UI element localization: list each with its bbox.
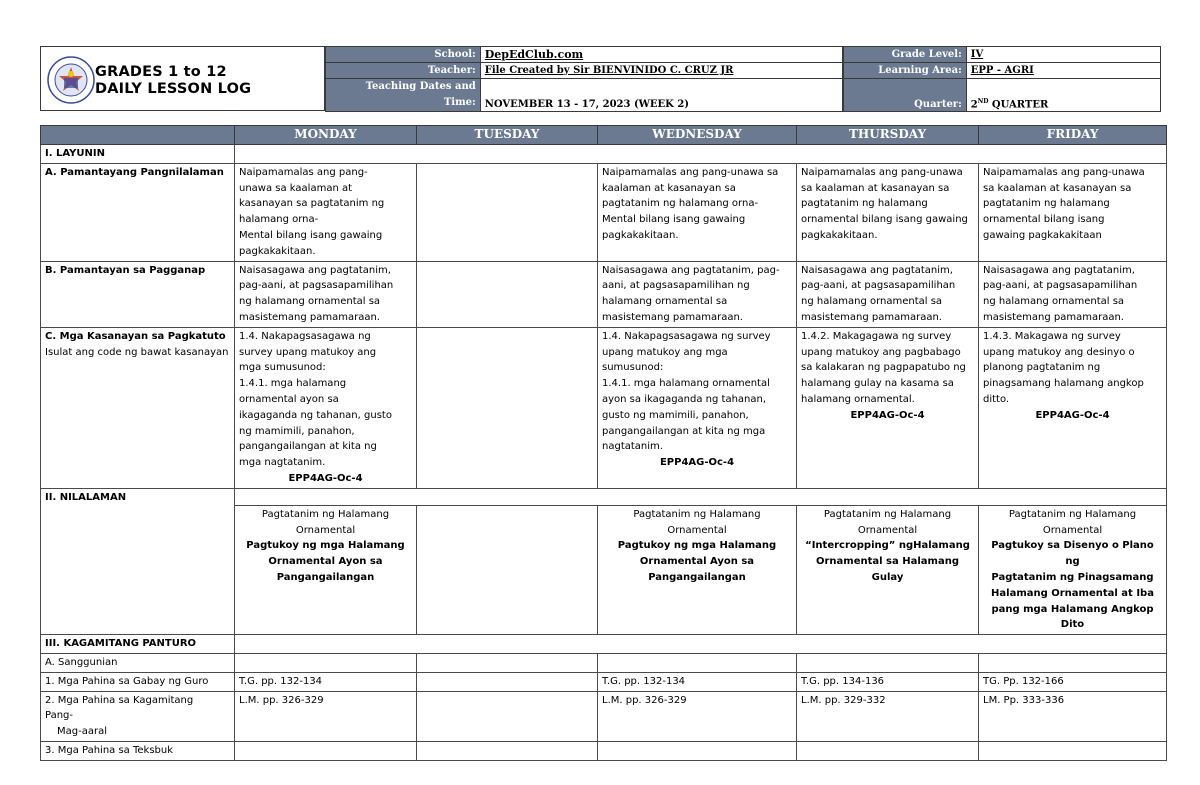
row-sanggunian xyxy=(41,653,1167,672)
quarter-value xyxy=(966,79,1160,112)
nilalaman-monday xyxy=(235,505,417,634)
nilalaman-thursday-title: “Intercropping” ngHalamang Ornamental sa Halamang Gulay xyxy=(805,540,970,583)
label-gabay-ng-guro: 1. Mga Pahina sa Gabay ng Guro xyxy=(41,672,235,691)
nilalaman-wednesday xyxy=(598,505,797,634)
gabay-thursday: T.G. pp. 134-136 xyxy=(797,672,979,691)
info-right-table xyxy=(843,46,1161,112)
learning-area-value: EPP - AGRI xyxy=(966,63,1160,79)
nilalaman-thursday xyxy=(797,505,979,634)
c-friday-code: EPP4AG-Oc-4 xyxy=(1035,409,1110,421)
sanggunian-wednesday xyxy=(598,653,797,672)
kagamitan-blank xyxy=(235,635,1167,654)
kagamitang-label-line-3: Mag-aaral xyxy=(57,726,107,738)
row-teksbuk xyxy=(41,741,1167,760)
nilalaman-thursday-topic: Pagtatanim ng Halamang Ornamental xyxy=(823,508,952,536)
b-wednesday: Naisasagawa ang pagtatanim, pag- aani, at pagsasapamilihan ng halamang ornamental sa masistemang pamamaraan. xyxy=(598,261,797,327)
day-header-blank xyxy=(41,126,235,145)
teacher-name: File Created by Sir BIENVINIDO C. CRUZ JR xyxy=(484,65,734,76)
day-wednesday: WEDNESDAY xyxy=(598,126,797,145)
row-kagamitang-pang-mag-aaral xyxy=(41,691,1167,741)
dates-value: NOVEMBER 13 - 17, 2023 (WEEK 2) xyxy=(480,79,842,112)
nilalaman-wednesday-topic: Pagtatanim ng Halamang Ornamental xyxy=(633,508,761,536)
teksbuk-tuesday xyxy=(417,741,598,760)
sanggunian-tuesday xyxy=(417,653,598,672)
kagamitan-thursday: L.M. pp. 329-332 xyxy=(797,691,979,741)
a-thursday: Naipamamalas ang pang-unawa sa kaalaman at kasanayan sa pagtatanim ng halamang ornamental bilang isang gawaing pagkakakitaan. xyxy=(797,163,979,261)
title-line-2: DAILY LESSON LOG xyxy=(95,81,252,97)
c-wednesday-code: EPP4AG-Oc-4 xyxy=(659,457,735,469)
title-box xyxy=(40,46,325,111)
row-kagamitang-panturo xyxy=(41,635,1167,654)
quarter-number: 2 xyxy=(970,99,978,110)
gabay-wednesday: T.G. pp. 132-134 xyxy=(598,672,797,691)
kagamitan-wednesday: L.M. pp. 326-329 xyxy=(598,691,797,741)
nilalaman-monday-title: Pagtukoy ng mga Halamang Ornamental Ayon sa Pangangailangan xyxy=(246,540,405,583)
b-thursday: Naisasagawa ang pagtatanim, pag-aani, at pagsasapamilihan ng halamang ornamental sa masistemang pamamaraan. xyxy=(797,261,979,327)
a-wednesday: Naipamamalas ang pang-unawa sa kaalaman at kasanayan sa pagtatanim ng halamang orna- Mental bilang isang gawaing pagkakakitaan. xyxy=(598,163,797,261)
section-layunin: I. LAYUNIN xyxy=(41,145,235,164)
a-monday: Naipamamalas ang pang- unawa sa kaalaman at kasanayan sa pagtatanim ng halamang orna- Mental bilang isang gawaing pagkakakitaan. xyxy=(235,163,417,261)
c-thursday xyxy=(797,327,979,488)
kagamitan-friday: LM. Pp. 333-336 xyxy=(979,691,1167,741)
grade-level-label: Grade Level: xyxy=(844,47,967,63)
kagamitang-label-line-1: 2. Mga Pahina sa Kagamitang xyxy=(45,694,194,706)
nilalaman-friday-topic: Pagtatanim ng Halamang Ornamental xyxy=(1008,508,1137,536)
label-pamantayang-pangnilalaman: A. Pamantayang Pangnilalaman xyxy=(41,163,235,261)
quarter-word: QUARTER xyxy=(991,99,1049,110)
learning-area-label: Learning Area: xyxy=(844,63,967,79)
day-tuesday: TUESDAY xyxy=(417,126,598,145)
nilalaman-friday-title: Pagtukoy sa Disenyo o Plano ng Pagtatanim ng Pinagsamang Halamang Ornamental at Iba pang mga Halamang Angkop Dito xyxy=(991,540,1154,631)
teksbuk-friday xyxy=(979,741,1167,760)
c-thursday-code: EPP4AG-Oc-4 xyxy=(850,409,925,421)
teacher-value xyxy=(480,63,842,79)
quarter-suffix: ND xyxy=(977,97,989,105)
day-header-row xyxy=(41,126,1167,145)
c-wednesday xyxy=(598,327,797,488)
title-line-1: GRADES 1 to 12 xyxy=(95,64,227,80)
nilalaman-tuesday xyxy=(417,505,598,634)
a-friday: Naipamamalas ang pang-unawa sa kaalaman at kasanayan sa pagtatanim ng halamang ornamental bilang isang gawaing pagkakakitaan xyxy=(979,163,1167,261)
dates-label-line-1: Teaching Dates and xyxy=(365,81,476,92)
gabay-monday: T.G. pp. 132-134 xyxy=(235,672,417,691)
kasanayan-title: C. Mga Kasanayan sa Pagkatuto xyxy=(45,330,226,342)
page-title xyxy=(95,64,251,98)
section-kagamitang-panturo: III. KAGAMITANG PANTURO xyxy=(41,635,235,654)
deped-seal-icon xyxy=(47,56,95,104)
teksbuk-monday xyxy=(235,741,417,760)
c-monday-text: 1.4. Nakapagsasagawa ng survey upang matukoy ang mga sumusunod: 1.4.1. mga halamang ornamental ayon sa ikagaganda ng tahanan, gusto ng mamimili, panahon, pangangailangan at kita ng mga nagtatanim. xyxy=(239,330,392,469)
dates-label-line-2: Time: xyxy=(443,97,476,108)
label-sanggunian: A. Sanggunian xyxy=(41,653,235,672)
label-mga-kasanayan xyxy=(41,327,235,488)
c-tuesday xyxy=(417,327,598,488)
info-left-table xyxy=(325,46,843,112)
lesson-log-table xyxy=(40,125,1167,761)
gabay-tuesday xyxy=(417,672,598,691)
kasanayan-subtitle: Isulat ang code ng bawat kasanayan xyxy=(45,346,229,358)
sanggunian-thursday xyxy=(797,653,979,672)
label-kagamitang-pang-mag-aaral xyxy=(41,691,235,741)
label-teksbuk: 3. Mga Pahina sa Teksbuk xyxy=(41,741,235,760)
kagamitan-monday: L.M. pp. 326-329 xyxy=(235,691,417,741)
label-pamantayan-sa-pagganap: B. Pamantayan sa Pagganap xyxy=(41,261,235,327)
sanggunian-monday xyxy=(235,653,417,672)
b-monday: Naisasagawa ang pagtatanim, pag-aani, at pagsasapamilihan ng halamang ornamental sa masistemang pamamaraan. xyxy=(235,261,417,327)
c-thursday-text: 1.4.2. Makagagawa ng survey upang matukoy ang pagbabago sa kalakaran ng pagpapatubo ng halamang gulay na kasama sa halamang ornamental. xyxy=(801,330,966,405)
teksbuk-thursday xyxy=(797,741,979,760)
layunin-blank xyxy=(235,145,1167,164)
kagamitan-tuesday xyxy=(417,691,598,741)
row-mga-kasanayan xyxy=(41,327,1167,488)
quarter-label: Quarter: xyxy=(844,79,967,112)
c-wednesday-text: 1.4. Nakapagsasagawa ng survey upang matukoy ang mga sumusunod: 1.4.1. mga halamang ornamental ayon sa ikagaganda ng tahanan, gusto ng mamimili, panahon, pangangailangan at kita ng mga nagtatanim. xyxy=(602,330,771,453)
nilalaman-wednesday-title: Pagtukoy ng mga Halamang Ornamental Ayon sa Pangangailangan xyxy=(617,540,777,583)
teksbuk-wednesday xyxy=(598,741,797,760)
a-tuesday xyxy=(417,163,598,261)
dates-label xyxy=(326,79,481,112)
sanggunian-friday xyxy=(979,653,1167,672)
row-pamantayan-sa-pagganap xyxy=(41,261,1167,327)
nilalaman-monday-topic: Pagtatanim ng Halamang Ornamental xyxy=(261,508,390,536)
teacher-label: Teacher: xyxy=(326,63,481,79)
c-friday-text: 1.4.3. Makagawa ng survey upang matukoy ang desinyo o planong pagtatanim ng pinagsamang halamang angkop ditto. xyxy=(983,330,1144,405)
school-value: DepEdClub.com xyxy=(480,47,842,63)
day-friday: FRIDAY xyxy=(979,126,1167,145)
lesson-log-header xyxy=(40,46,1161,111)
section-nilalaman: II. NILALAMAN xyxy=(41,488,235,634)
b-friday: Naisasagawa ang pagtatanim, pag-aani, at pagsasapamilihan ng halamang ornamental sa masistemang pamamaraan. xyxy=(979,261,1167,327)
row-nilalaman-title xyxy=(41,488,1167,505)
c-monday xyxy=(235,327,417,488)
day-monday: MONDAY xyxy=(235,126,417,145)
row-layunin xyxy=(41,145,1167,164)
c-monday-code: EPP4AG-Oc-4 xyxy=(288,472,363,484)
gabay-friday: TG. Pp. 132-166 xyxy=(979,672,1167,691)
row-pamantayang-pangnilalaman xyxy=(41,163,1167,261)
grade-level-value: IV xyxy=(966,47,1160,63)
school-label: School: xyxy=(326,47,481,63)
c-friday xyxy=(979,327,1167,488)
kagamitang-label-line-2: Pang- xyxy=(45,710,74,722)
row-gabay-ng-guro xyxy=(41,672,1167,691)
day-thursday: THURSDAY xyxy=(797,126,979,145)
nilalaman-friday xyxy=(979,505,1167,634)
b-tuesday xyxy=(417,261,598,327)
nilalaman-blank xyxy=(235,488,1167,505)
